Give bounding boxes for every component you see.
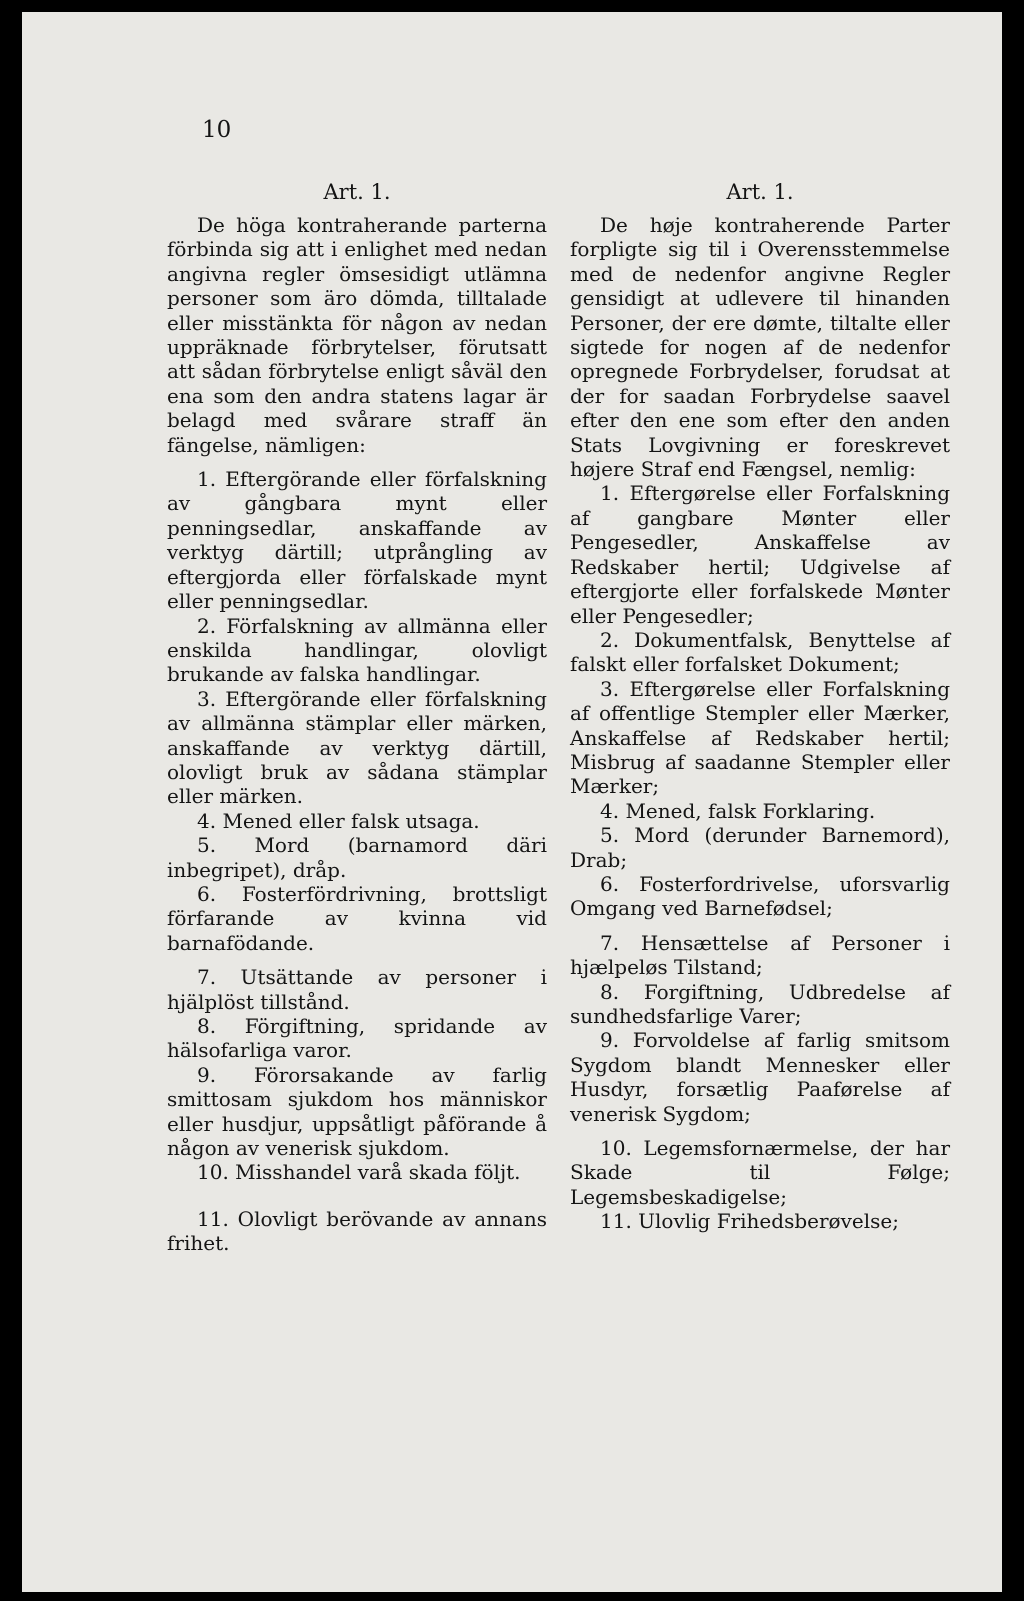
list-item: 7. Hensættelse af Personer i hjælpeløs Tilstand; bbox=[570, 930, 950, 980]
list-item: 4. Mened eller falsk utsaga. bbox=[197, 808, 480, 833]
list-item: 6. Fosterfördrivning, brottsligt förfarande av kvinna vid barnafödande. bbox=[167, 881, 547, 955]
list-item: 6. Fosterfordrivelse, uforsvarlig Omgang ved Barnefødsel; bbox=[570, 871, 950, 921]
article-heading-da: Art. 1. bbox=[726, 180, 794, 204]
document-page bbox=[22, 12, 1002, 1592]
list-item: 3. Eftergörande eller förfalskning av allmänna stämplar eller märken, anskaffande av verktyg därtill, olovligt bruk av sådana stämplar eller märken. bbox=[167, 686, 547, 809]
list-item: 10. Misshandel varå skada följt. bbox=[197, 1160, 521, 1185]
intro-paragraph-da: De høje kontraherende Parter forpligte sig til i Overensstemmelse med de nedenfor angivne Regler gensidigt at udlevere til hinanden Personer, der ere dømte, tiltalte eller sigtede for nogen af de nedenfor opregnede Forbrydelser, forudsat at der for saadan Forbrydelse saavel efter den ene som efter den anden Stats Lovgivning er foreskrevet højere Straf end Fængsel, nemlig: bbox=[570, 213, 950, 482]
list-item: 2. Förfalskning av allmänna eller enskilda handlingar, olovligt brukande av falska handlingar. bbox=[167, 613, 547, 687]
list-item: 8. Förgiftning, spridande av hälsofarliga varor. bbox=[167, 1014, 547, 1063]
list-item: 5. Mord (derunder Barnemord), Drab; bbox=[570, 823, 950, 872]
list-item: 11. Olovligt berövande av annans frihet. bbox=[167, 1206, 547, 1256]
list-item: 8. Forgiftning, Udbredelse af sundhedsfarlige Varer; bbox=[570, 979, 950, 1028]
list-item: 1. Eftergørelse eller Forfalskning af gangbare Mønter eller Pengesedler, Anskaffelse av Redskaber hertil; Udgivelse af eftergjorte eller forfalskede Mønter eller Pengesedler; bbox=[570, 481, 950, 628]
danish-column bbox=[570, 180, 950, 1234]
list-item: 2. Dokumentfalsk, Benyttelse af falskt eller forfalsket Dokument; bbox=[570, 627, 950, 677]
list-item: 9. Förorsakande av farlig smittosam sjukdom hos människor eller husdjur, uppsåtligt påförande å någon av venerisk sjukdom. bbox=[167, 1062, 547, 1161]
intro-paragraph-sv: De höga kontraherande parterna förbinda sig att i enlighet med nedan angivna regler ömsesidigt utlämna personer som äro dömda, tilltalade eller misstänkta för någon av nedan uppräknade förbrytelser, förutsatt att sådan förbrytelse enligt såväl den ena som den andra statens lagar är belagd med svårare straff än fängelse, nämligen: bbox=[167, 213, 547, 457]
list-item: 3. Eftergørelse eller Forfalskning af offentlige Stempler eller Mærker, Anskaffelse af Redskaber hertil; Misbrug af saadanne Stempler eller Mærker; bbox=[570, 676, 950, 799]
list-item: 11. Ulovlig Frihedsberøvelse; bbox=[600, 1209, 899, 1234]
swedish-column bbox=[167, 180, 547, 1256]
article-heading-sv: Art. 1. bbox=[323, 180, 391, 204]
list-item: 9. Forvoldelse af farlig smitsom Sygdom blandt Mennesker eller Husdyr, forsætlig Paaførelse af venerisk Sygdom; bbox=[570, 1028, 950, 1126]
list-item: 1. Eftergörande eller förfalskning av gångbara mynt eller penningsedlar, anskaffande av verktyg därtill; utprångling av eftergjorda eller förfalskade mynt eller penningsedlar. bbox=[167, 467, 547, 614]
list-item: 7. Utsättande av personer i hjälplöst tillstånd. bbox=[167, 965, 547, 1014]
list-item: 10. Legemsfornærmelse, der har Skade til Følge; Legemsbeskadigelse; bbox=[570, 1136, 950, 1209]
list-item: 4. Mened, falsk Forklaring. bbox=[600, 798, 876, 823]
page-number: 10 bbox=[202, 117, 232, 143]
list-item: 5. Mord (barnamord däri inbegripet), dråp. bbox=[167, 833, 547, 882]
